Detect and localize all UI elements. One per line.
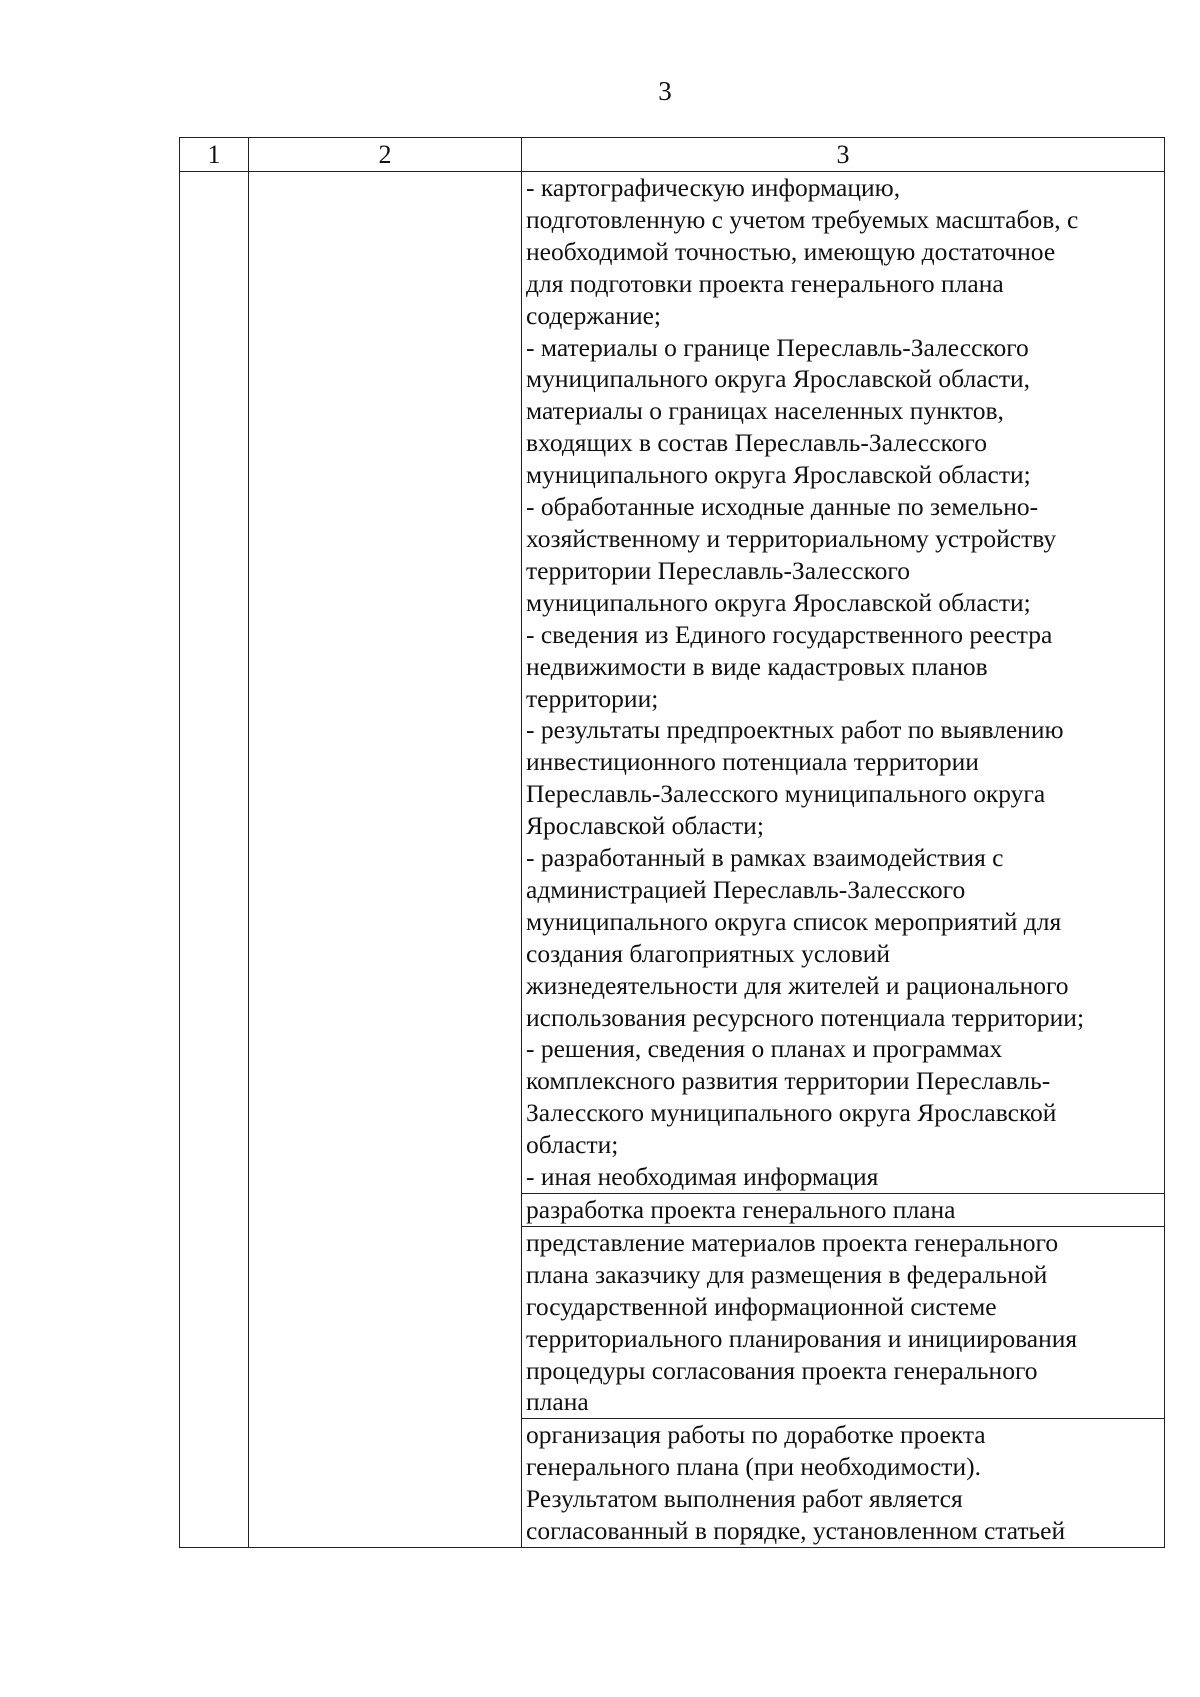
empty-cell-col2 <box>249 172 522 1548</box>
text-line: - сведения из Единого государственного реестра <box>526 619 1053 649</box>
text-line: Залесского муниципального округа Ярославской <box>526 1098 1057 1128</box>
text-line: - материалы о границе Переславль-Залесского <box>526 332 1029 362</box>
text-line: Ярославской области; <box>526 811 764 841</box>
text-line: для подготовки проекта генерального плана <box>526 268 1004 298</box>
text-line: муниципального округа список мероприятий для <box>526 906 1062 936</box>
text-line: муниципального округа Ярославской области; <box>526 587 1031 617</box>
text-line: входящих в состав Переславль-Залесского <box>526 428 987 458</box>
text-line: плана <box>526 1387 589 1417</box>
cell-text-block <box>522 1227 1164 1418</box>
table-cell-submission <box>522 1226 1165 1418</box>
text-line: - решения, сведения о планах и программах <box>526 1034 1003 1064</box>
text-line: разработка проекта генерального плана <box>526 1195 956 1224</box>
text-line: жизнедеятельности для жителей и рационального <box>526 970 1069 1000</box>
table-row <box>180 172 1165 1194</box>
text-line: плана заказчику для размещения в федеральной <box>526 1259 1048 1289</box>
text-line: необходимой точностью, имеющую достаточное <box>526 236 1056 266</box>
text-line: области; <box>526 1130 619 1160</box>
text-line: создания благоприятных условий <box>526 938 891 968</box>
text-line: - картографическую информацию, <box>526 173 901 202</box>
text-line: муниципального округа Ярославской области; <box>526 460 1031 490</box>
text-line: территории; <box>526 683 659 713</box>
text-line: - обработанные исходные данные по земельно- <box>526 492 1039 522</box>
text-line: содержание; <box>526 300 662 330</box>
cell-text-block <box>522 1194 1164 1226</box>
header-cell-3: 3 <box>522 138 1165 172</box>
text-line: - иная необходимая информация <box>526 1162 879 1192</box>
text-line: организация работы по доработке проекта <box>526 1420 986 1450</box>
text-line: территории Переславль-Залесского <box>526 555 910 585</box>
text-line: подготовленную с учетом требуемых масштабов, с <box>526 204 1079 234</box>
header-cell-1: 1 <box>180 138 249 172</box>
cell-text-block <box>522 1419 1164 1547</box>
table-cell-source-data <box>522 172 1165 1194</box>
table-header-row <box>180 138 1165 172</box>
text-line: инвестиционного потенциала территории <box>526 747 979 777</box>
empty-cell-col1 <box>180 172 249 1548</box>
text-line: государственной информационной системе <box>526 1291 997 1321</box>
text-line: - разработанный в рамках взаимодействия с <box>526 843 1004 873</box>
text-line: процедуры согласования проекта генерального <box>526 1355 1038 1385</box>
text-line: территориального планирования и инициирования <box>526 1323 1078 1353</box>
text-line: представление материалов проекта генерального <box>526 1227 1059 1257</box>
text-line: материалы о границах населенных пунктов, <box>526 396 1004 426</box>
text-line: администрацией Переславль-Залесского <box>526 874 966 904</box>
cell-text-block <box>522 172 1164 1193</box>
text-line: недвижимости в виде кадастровых планов <box>526 651 988 681</box>
text-line: - результаты предпроектных работ по выявлению <box>526 715 1064 745</box>
table-cell-revision <box>522 1419 1165 1548</box>
text-line: генерального плана (при необходимости). <box>526 1452 981 1482</box>
text-line: согласованный в порядке, установленном статьей <box>526 1516 1066 1546</box>
text-line: использования ресурсного потенциала территории; <box>526 1002 1085 1032</box>
text-line: хозяйственному и территориальному устройству <box>526 523 1057 553</box>
text-line: Переславль-Залесского муниципального округа <box>526 779 1046 809</box>
table-cell-development <box>522 1194 1165 1227</box>
document-table <box>179 137 1165 1548</box>
text-line: муниципального округа Ярославской области, <box>526 364 1031 394</box>
page-number: 3 <box>658 76 672 106</box>
header-cell-2: 2 <box>249 138 522 172</box>
text-line: Результатом выполнения работ является <box>526 1484 963 1514</box>
text-line: комплексного развития территории Переславль- <box>526 1066 1051 1096</box>
